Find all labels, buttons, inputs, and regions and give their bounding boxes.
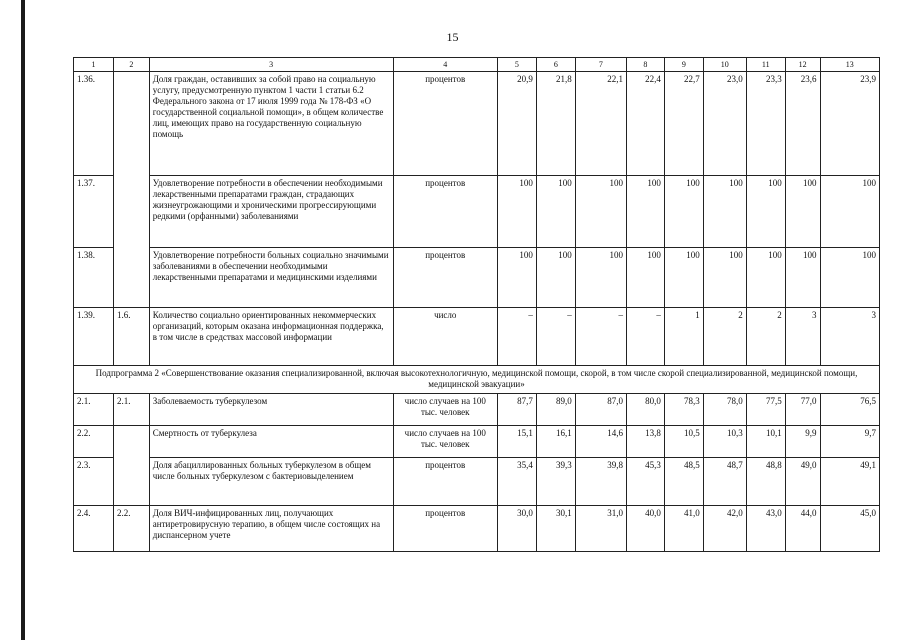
row-code: 2.3. (74, 458, 114, 506)
row-value: 41,0 (664, 506, 703, 552)
row-value: 1 (664, 308, 703, 366)
col-header: 3 (149, 58, 393, 72)
table-row (74, 72, 880, 176)
row-value: 10,5 (664, 426, 703, 458)
row-unit: число (393, 308, 497, 366)
row-subcode (113, 72, 149, 308)
row-unit: процентов (393, 176, 497, 248)
row-value: 48,5 (664, 458, 703, 506)
row-value: 31,0 (575, 506, 626, 552)
row-value: 42,0 (703, 506, 746, 552)
row-code: 2.2. (74, 426, 114, 458)
row-value: 45,3 (626, 458, 664, 506)
row-description: Удовлетворение потребности больных социально значимыми заболеваниями в обеспечении необходимыми лекарственными препаратами и медицинскими изделиями (149, 248, 393, 308)
row-value: 100 (536, 176, 575, 248)
subprogram-row (74, 366, 880, 394)
row-value: 23,9 (820, 72, 880, 176)
row-value: 21,8 (536, 72, 575, 176)
row-code: 1.39. (74, 308, 114, 366)
row-description: Заболеваемость туберкулезом (149, 394, 393, 426)
row-value: – (626, 308, 664, 366)
row-value: 10,3 (703, 426, 746, 458)
row-value: 77,0 (785, 394, 820, 426)
row-value: 49,1 (820, 458, 880, 506)
row-value: 3 (820, 308, 880, 366)
row-unit: число случаев на 100 тыс. человек (393, 426, 497, 458)
row-value: 43,0 (746, 506, 785, 552)
row-value: 48,8 (746, 458, 785, 506)
row-unit: процентов (393, 248, 497, 308)
row-value: – (575, 308, 626, 366)
scan-left-edge (21, 0, 25, 640)
row-subcode: 1.6. (113, 308, 149, 366)
row-value: 100 (664, 176, 703, 248)
row-value: 100 (785, 176, 820, 248)
subprogram-title: Подпрограмма 2 «Совершенствование оказания специализированной, включая высокотехнологичную, медицинской помощи, скорой, в том числе скорой специализированной, медицинской помощи, медицинской эвакуации» (74, 366, 880, 394)
row-value: 3 (785, 308, 820, 366)
row-value: 2 (703, 308, 746, 366)
row-subcode: 2.1. (113, 394, 149, 426)
row-value: 22,1 (575, 72, 626, 176)
row-value: 39,8 (575, 458, 626, 506)
row-value: 100 (626, 176, 664, 248)
col-header: 7 (575, 58, 626, 72)
row-value: 78,3 (664, 394, 703, 426)
table-row (74, 458, 880, 506)
row-value: 30,1 (536, 506, 575, 552)
row-code: 2.1. (74, 394, 114, 426)
row-code: 1.37. (74, 176, 114, 248)
row-value: 89,0 (536, 394, 575, 426)
col-header: 5 (497, 58, 536, 72)
page-number: 15 (446, 30, 459, 44)
row-value: 100 (536, 248, 575, 308)
row-value: 48,7 (703, 458, 746, 506)
col-header: 1 (74, 58, 114, 72)
row-unit: число случаев на 100 тыс. человек (393, 394, 497, 426)
row-code: 1.38. (74, 248, 114, 308)
table-row (74, 506, 880, 552)
row-value: 100 (497, 176, 536, 248)
row-value: 23,6 (785, 72, 820, 176)
row-value: – (536, 308, 575, 366)
col-header: 6 (536, 58, 575, 72)
col-header: 13 (820, 58, 880, 72)
row-value: 44,0 (785, 506, 820, 552)
row-value: 100 (575, 176, 626, 248)
row-value: 40,0 (626, 506, 664, 552)
row-description: Удовлетворение потребности в обеспечении необходимыми лекарственными препаратами граждан, страдающих жизнеугрожающими и хроническими прогрессирующими редкими (орфанными) заболеваниями (149, 176, 393, 248)
row-value: 78,0 (703, 394, 746, 426)
row-value: 13,8 (626, 426, 664, 458)
col-header: 9 (664, 58, 703, 72)
col-header: 8 (626, 58, 664, 72)
row-value: 49,0 (785, 458, 820, 506)
row-description: Доля абациллированных больных туберкулезом в общем числе больных туберкулезом с бактериовыделением (149, 458, 393, 506)
row-value: 100 (626, 248, 664, 308)
table-row (74, 248, 880, 308)
col-header: 11 (746, 58, 785, 72)
row-value: 14,6 (575, 426, 626, 458)
row-value: 35,4 (497, 458, 536, 506)
row-value: 10,1 (746, 426, 785, 458)
row-unit: процентов (393, 72, 497, 176)
row-value: 100 (575, 248, 626, 308)
col-header: 4 (393, 58, 497, 72)
row-value: 100 (497, 248, 536, 308)
row-value: 16,1 (536, 426, 575, 458)
row-code: 1.36. (74, 72, 114, 176)
col-header: 2 (113, 58, 149, 72)
row-value: 9,9 (785, 426, 820, 458)
row-value: 100 (746, 248, 785, 308)
table-row (74, 394, 880, 426)
row-value: 77,5 (746, 394, 785, 426)
row-value: 30,0 (497, 506, 536, 552)
row-subcode: 2.2. (113, 506, 149, 552)
row-value: 22,4 (626, 72, 664, 176)
row-value: 100 (664, 248, 703, 308)
row-value: 87,0 (575, 394, 626, 426)
table-row (74, 176, 880, 248)
row-value: 100 (785, 248, 820, 308)
row-value: 20,9 (497, 72, 536, 176)
table-row (74, 308, 880, 366)
row-value: 100 (703, 176, 746, 248)
row-value: 87,7 (497, 394, 536, 426)
row-value: 100 (703, 248, 746, 308)
row-value: 9,7 (820, 426, 880, 458)
row-value: 45,0 (820, 506, 880, 552)
row-value: 39,3 (536, 458, 575, 506)
row-value: 23,3 (746, 72, 785, 176)
row-code: 2.4. (74, 506, 114, 552)
row-value: 100 (820, 176, 880, 248)
row-unit: процентов (393, 506, 497, 552)
row-description: Доля граждан, оставивших за собой право на социальную услугу, предусмотренную пунктом 1 части 1 статьи 6.2 Федерального закона от 17 июля 1999 года № 178-ФЗ «О государственной социальной помощи», в общем количестве лиц, имеющих право на государственную социальную помощь (149, 72, 393, 176)
row-value: 23,0 (703, 72, 746, 176)
row-value: 80,0 (626, 394, 664, 426)
row-description: Смертность от туберкулеза (149, 426, 393, 458)
table-row (74, 426, 880, 458)
column-number-row (74, 58, 880, 72)
row-value: – (497, 308, 536, 366)
col-header: 12 (785, 58, 820, 72)
row-value: 22,7 (664, 72, 703, 176)
row-description: Доля ВИЧ-инфицированных лиц, получающих антиретровирусную терапию, в общем числе состоящих на диспансерном учете (149, 506, 393, 552)
row-description: Количество социально ориентированных некоммерческих организаций, которым оказана информационная поддержка, в том числе в средствах массовой информации (149, 308, 393, 366)
row-value: 100 (820, 248, 880, 308)
indicator-table (73, 57, 880, 552)
col-header: 10 (703, 58, 746, 72)
row-value: 15,1 (497, 426, 536, 458)
row-value: 76,5 (820, 394, 880, 426)
row-value: 100 (746, 176, 785, 248)
row-unit: процентов (393, 458, 497, 506)
row-value: 2 (746, 308, 785, 366)
row-subcode (113, 426, 149, 506)
